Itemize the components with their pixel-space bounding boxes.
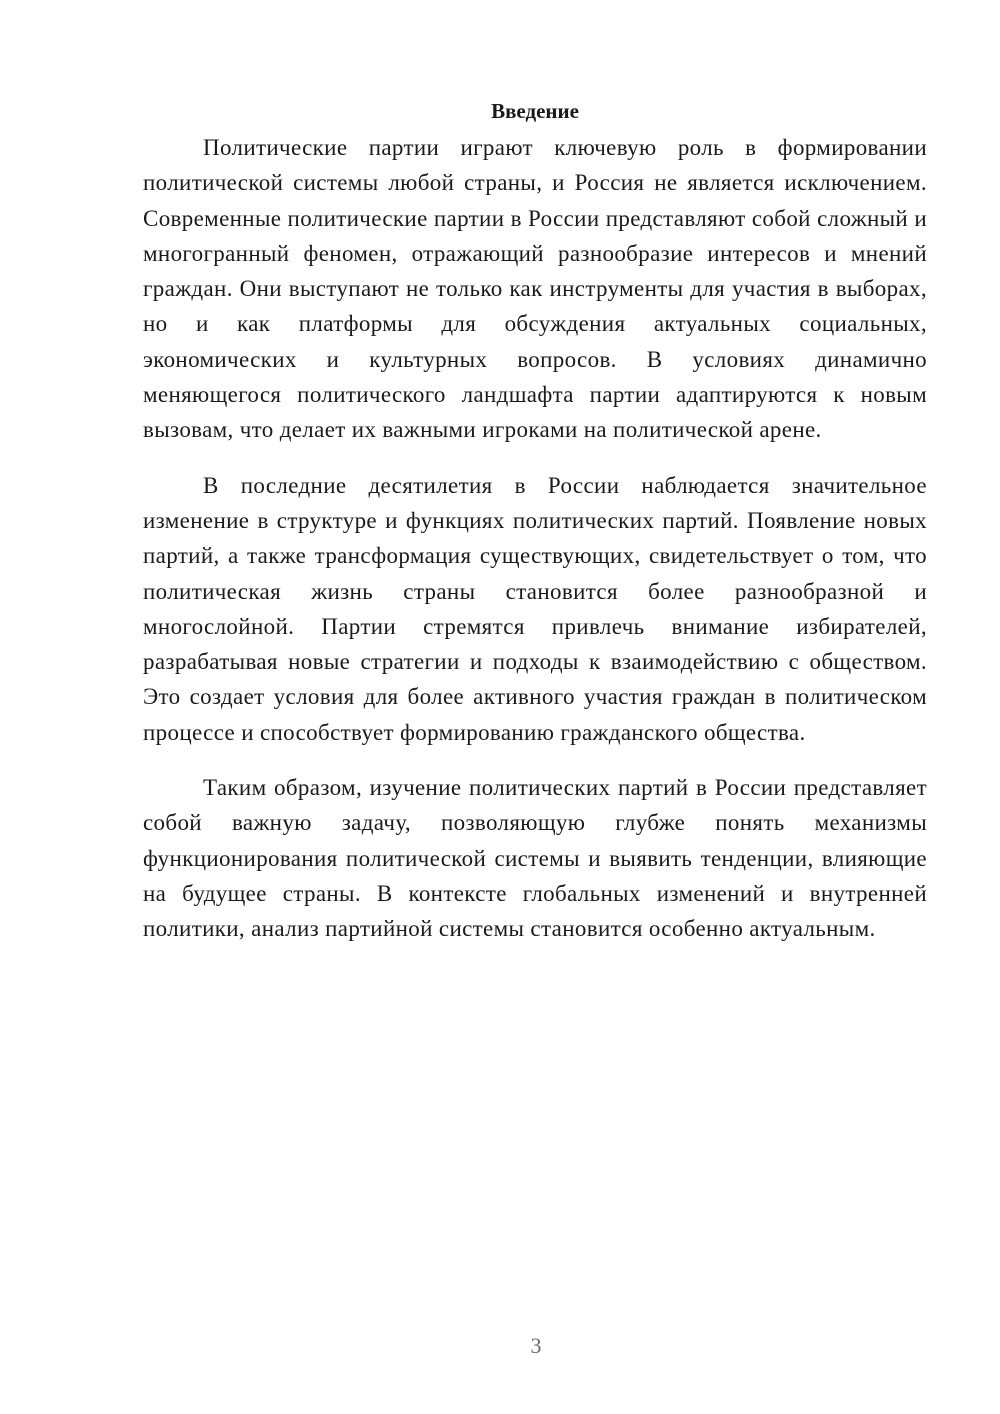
- paragraph-1: Политические партии играют ключевую роль в формировании политической системы любой страны, и Россия не является исключением. Современные политические партии в России представляют собой сложный и многогранный феномен, отражающий разнообразие интересов и мнений граждан. Они выступают не только как инструменты для участия в выборах, но и как платформы для обсуждения актуальных социальных, экономических и культурных вопросов. В условиях динамично меняющегося политического ландшафта партии адаптируются к новым вызовам, что делает их важными игроками на политической арене.: [143, 135, 927, 443]
- page-number: 3: [530, 1333, 542, 1358]
- section-title: Введение: [491, 99, 579, 123]
- paragraph-3: Таким образом, изучение политических партий в России представляет собой важную задачу, позволяющую глубже понять механизмы функционирования политической системы и выявить тенденции, влияющие на будущее страны. В контексте глобальных изменений и внутренней политики, анализ партийной системы становится особенно актуальным.: [143, 775, 927, 942]
- page-content: [143, 94, 927, 947]
- paragraph-2: В последние десятилетия в России наблюдается значительное изменение в структуре и функциях политических партий. Появление новых партий, а также трансформация существующих, свидетельствует о том, что политическая жизнь страны становится более разнообразной и многослойной. Партии стремятся привлечь внимание избирателей, разрабатывая новые стратегии и подходы к взаимодействию с обществом. Это создает условия для более активного участия граждан в политическом процессе и способствует формированию гражданского общества.: [143, 472, 927, 745]
